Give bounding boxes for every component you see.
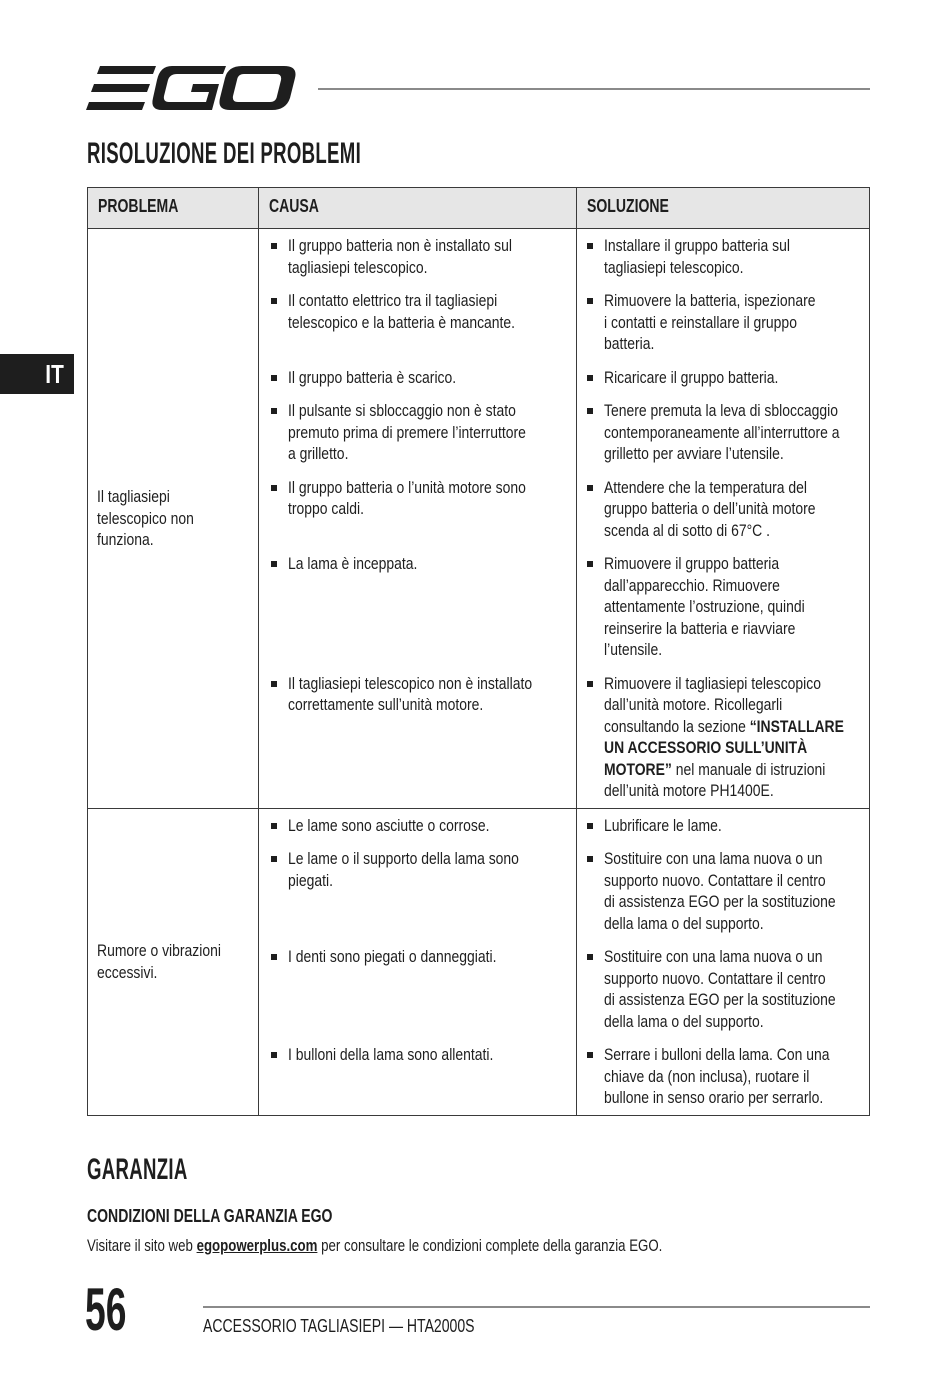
- footer-rule: [203, 1306, 870, 1308]
- table-row: [259, 1038, 868, 1115]
- solution-cell: [577, 361, 868, 395]
- troubleshooting-table: [87, 187, 870, 1116]
- cause-cell: [259, 940, 577, 1038]
- solution-text: [604, 673, 860, 802]
- problem-cell: [88, 809, 259, 1115]
- cause-text: I denti sono piegati o danneggiati.: [288, 947, 497, 966]
- solution-fragment: nel manuale di istruzioni dell’unità motore PH1400E.: [604, 759, 826, 800]
- cause-cell: [259, 284, 577, 361]
- solution-cell: [577, 809, 868, 843]
- footer-text: ACCESSORIO TAGLIASIEPI — HTA2000S: [203, 1316, 475, 1336]
- header-solution: SOLUZIONE: [587, 196, 669, 216]
- table-header-row: [88, 188, 869, 229]
- solution-text: Serrare i bulloni della lama. Con una chiave da (non inclusa), ruotare il bullone in senso orario per serrarlo.: [604, 1045, 830, 1107]
- cause-text: Il contatto elettrico tra il tagliasiepi telescopico e la batteria è mancante.: [288, 291, 516, 332]
- table-row: [259, 667, 868, 808]
- language-tab: IT: [0, 354, 74, 394]
- bullet-icon: [271, 408, 277, 414]
- cause-text: Il tagliasiepi telescopico non è installato correttamente sull’unità motore.: [288, 673, 533, 714]
- solution-text: Rimuovere la batteria, ispezionare i contatti e reinstallare il gruppo batteria.: [604, 291, 816, 353]
- cause-cell: [259, 394, 577, 471]
- bullet-icon: [271, 485, 277, 491]
- page-number: 56: [85, 1276, 127, 1343]
- problem-text: Rumore o vibrazioni eccessivi.: [97, 941, 221, 982]
- cause-cell: [259, 361, 577, 395]
- table-row: [259, 809, 868, 843]
- ego-logo: [86, 62, 298, 114]
- cause-text: I bulloni della lama sono allentati.: [288, 1045, 494, 1064]
- bullet-icon: [587, 408, 593, 414]
- table-row: [259, 361, 868, 395]
- cause-text: Il gruppo batteria non è installato sul tagliasiepi telescopico.: [288, 236, 512, 277]
- bullet-icon: [587, 954, 593, 960]
- bullet-icon: [271, 298, 277, 304]
- bullet-icon: [271, 823, 277, 829]
- header-problem: PROBLEMA: [88, 188, 259, 228]
- section-reference: “INSTALLARE UN ACCESSORIO SULL’UNITÀ MOTORE”: [604, 716, 844, 779]
- solution-cell: [577, 284, 868, 361]
- bullet-icon: [271, 243, 277, 249]
- table-row: [259, 471, 868, 548]
- bullet-icon: [587, 823, 593, 829]
- cause-cell: [259, 471, 577, 548]
- solution-cell: [577, 471, 868, 548]
- table-row: [259, 940, 868, 1038]
- cause-cell: [259, 547, 577, 667]
- solution-cell: [577, 394, 868, 471]
- solution-cell: [577, 1038, 868, 1115]
- warranty-subtitle: CONDIZIONI DELLA GARANZIA EGO: [87, 1206, 333, 1226]
- bullet-icon: [587, 561, 593, 567]
- solution-text: Lubrificare le lame.: [604, 815, 722, 835]
- header-rule: [318, 88, 870, 90]
- bullet-icon: [587, 375, 593, 381]
- bullet-icon: [271, 561, 277, 567]
- table-row: [259, 394, 868, 471]
- table-row: [259, 229, 868, 284]
- cause-cell: [259, 229, 577, 284]
- bullet-icon: [587, 485, 593, 491]
- solution-cell: [577, 229, 868, 284]
- solution-text: Sostituire con una lama nuova o un supporto nuovo. Contattare il centro di assistenza EGO per la sostituzione della lama o del supporto.: [604, 849, 836, 933]
- cause-text: Il pulsante si sbloccaggio non è stato premuto prima di premere l’interruttore a grilletto.: [288, 401, 526, 463]
- bullet-icon: [271, 681, 277, 687]
- cause-text: Il gruppo batteria è scarico.: [288, 367, 457, 387]
- solution-cell: [577, 667, 868, 808]
- problem-cell: [88, 229, 259, 808]
- bullet-icon: [587, 243, 593, 249]
- bullet-icon: [587, 1052, 593, 1058]
- cause-text: La lama è inceppata.: [288, 554, 418, 573]
- cause-cell: [259, 667, 577, 808]
- table-row-group: [88, 229, 869, 809]
- cause-cell: [259, 809, 577, 843]
- section-title-troubleshooting: RISOLUZIONE DEI PROBLEMI: [87, 137, 362, 170]
- solution-text: Attendere che la temperatura del gruppo batteria o dell’unità motore scenda al di sotto di 67°C .: [604, 477, 816, 540]
- table-row: [259, 284, 868, 361]
- warranty-text: Visitare il sito web egopowerplus.com per consultare le condizioni complete della garanzia EGO.: [87, 1236, 663, 1255]
- solution-cell: [577, 547, 868, 667]
- table-body: [88, 229, 869, 1115]
- solution-text: Rimuovere il gruppo batteria dall’apparecchio. Rimuovere attentamente l’ostruzione, quindi reinserire la batteria e riavviare l’utensile.: [604, 554, 805, 659]
- solution-fragment: Rimuovere il tagliasiepi telescopico dall’unità motore. Ricollegarli consultando la sezione: [604, 673, 821, 736]
- bullet-icon: [271, 954, 277, 960]
- solution-text: Installare il gruppo batteria sul tagliasiepi telescopico.: [604, 236, 790, 277]
- bullet-icon: [587, 681, 593, 687]
- cause-cell: [259, 842, 577, 940]
- section-title-warranty: GARANZIA: [87, 1153, 188, 1186]
- bullet-icon: [587, 298, 593, 304]
- bullet-icon: [271, 856, 277, 862]
- bullet-icon: [587, 856, 593, 862]
- header-cause: CAUSA: [259, 188, 577, 228]
- cause-text: Le lame o il supporto della lama sono piegati.: [288, 849, 519, 890]
- solution-cell: [577, 940, 868, 1038]
- cause-text: Il gruppo batteria o l’unità motore sono troppo caldi.: [288, 477, 526, 518]
- problem-text: Il tagliasiepi telescopico non funziona.: [97, 487, 194, 549]
- table-row: [259, 547, 868, 667]
- cause-cell: [259, 1038, 577, 1115]
- solution-cell: [577, 842, 868, 940]
- table-row-group: [88, 809, 869, 1115]
- solution-text: Sostituire con una lama nuova o un supporto nuovo. Contattare il centro di assistenza EGO per la sostituzione della lama o del supporto.: [604, 947, 836, 1031]
- cause-text: Le lame sono asciutte o corrose.: [288, 815, 490, 835]
- solution-text: Ricaricare il gruppo batteria.: [604, 367, 779, 387]
- table-row: [259, 842, 868, 940]
- warranty-link[interactable]: egopowerplus.com: [196, 1236, 318, 1255]
- solution-text: Tenere premuta la leva di sbloccaggio contemporaneamente all’interruttore a grilletto per avviare l’utensile.: [604, 401, 840, 463]
- bullet-icon: [271, 1052, 277, 1058]
- bullet-icon: [271, 375, 277, 381]
